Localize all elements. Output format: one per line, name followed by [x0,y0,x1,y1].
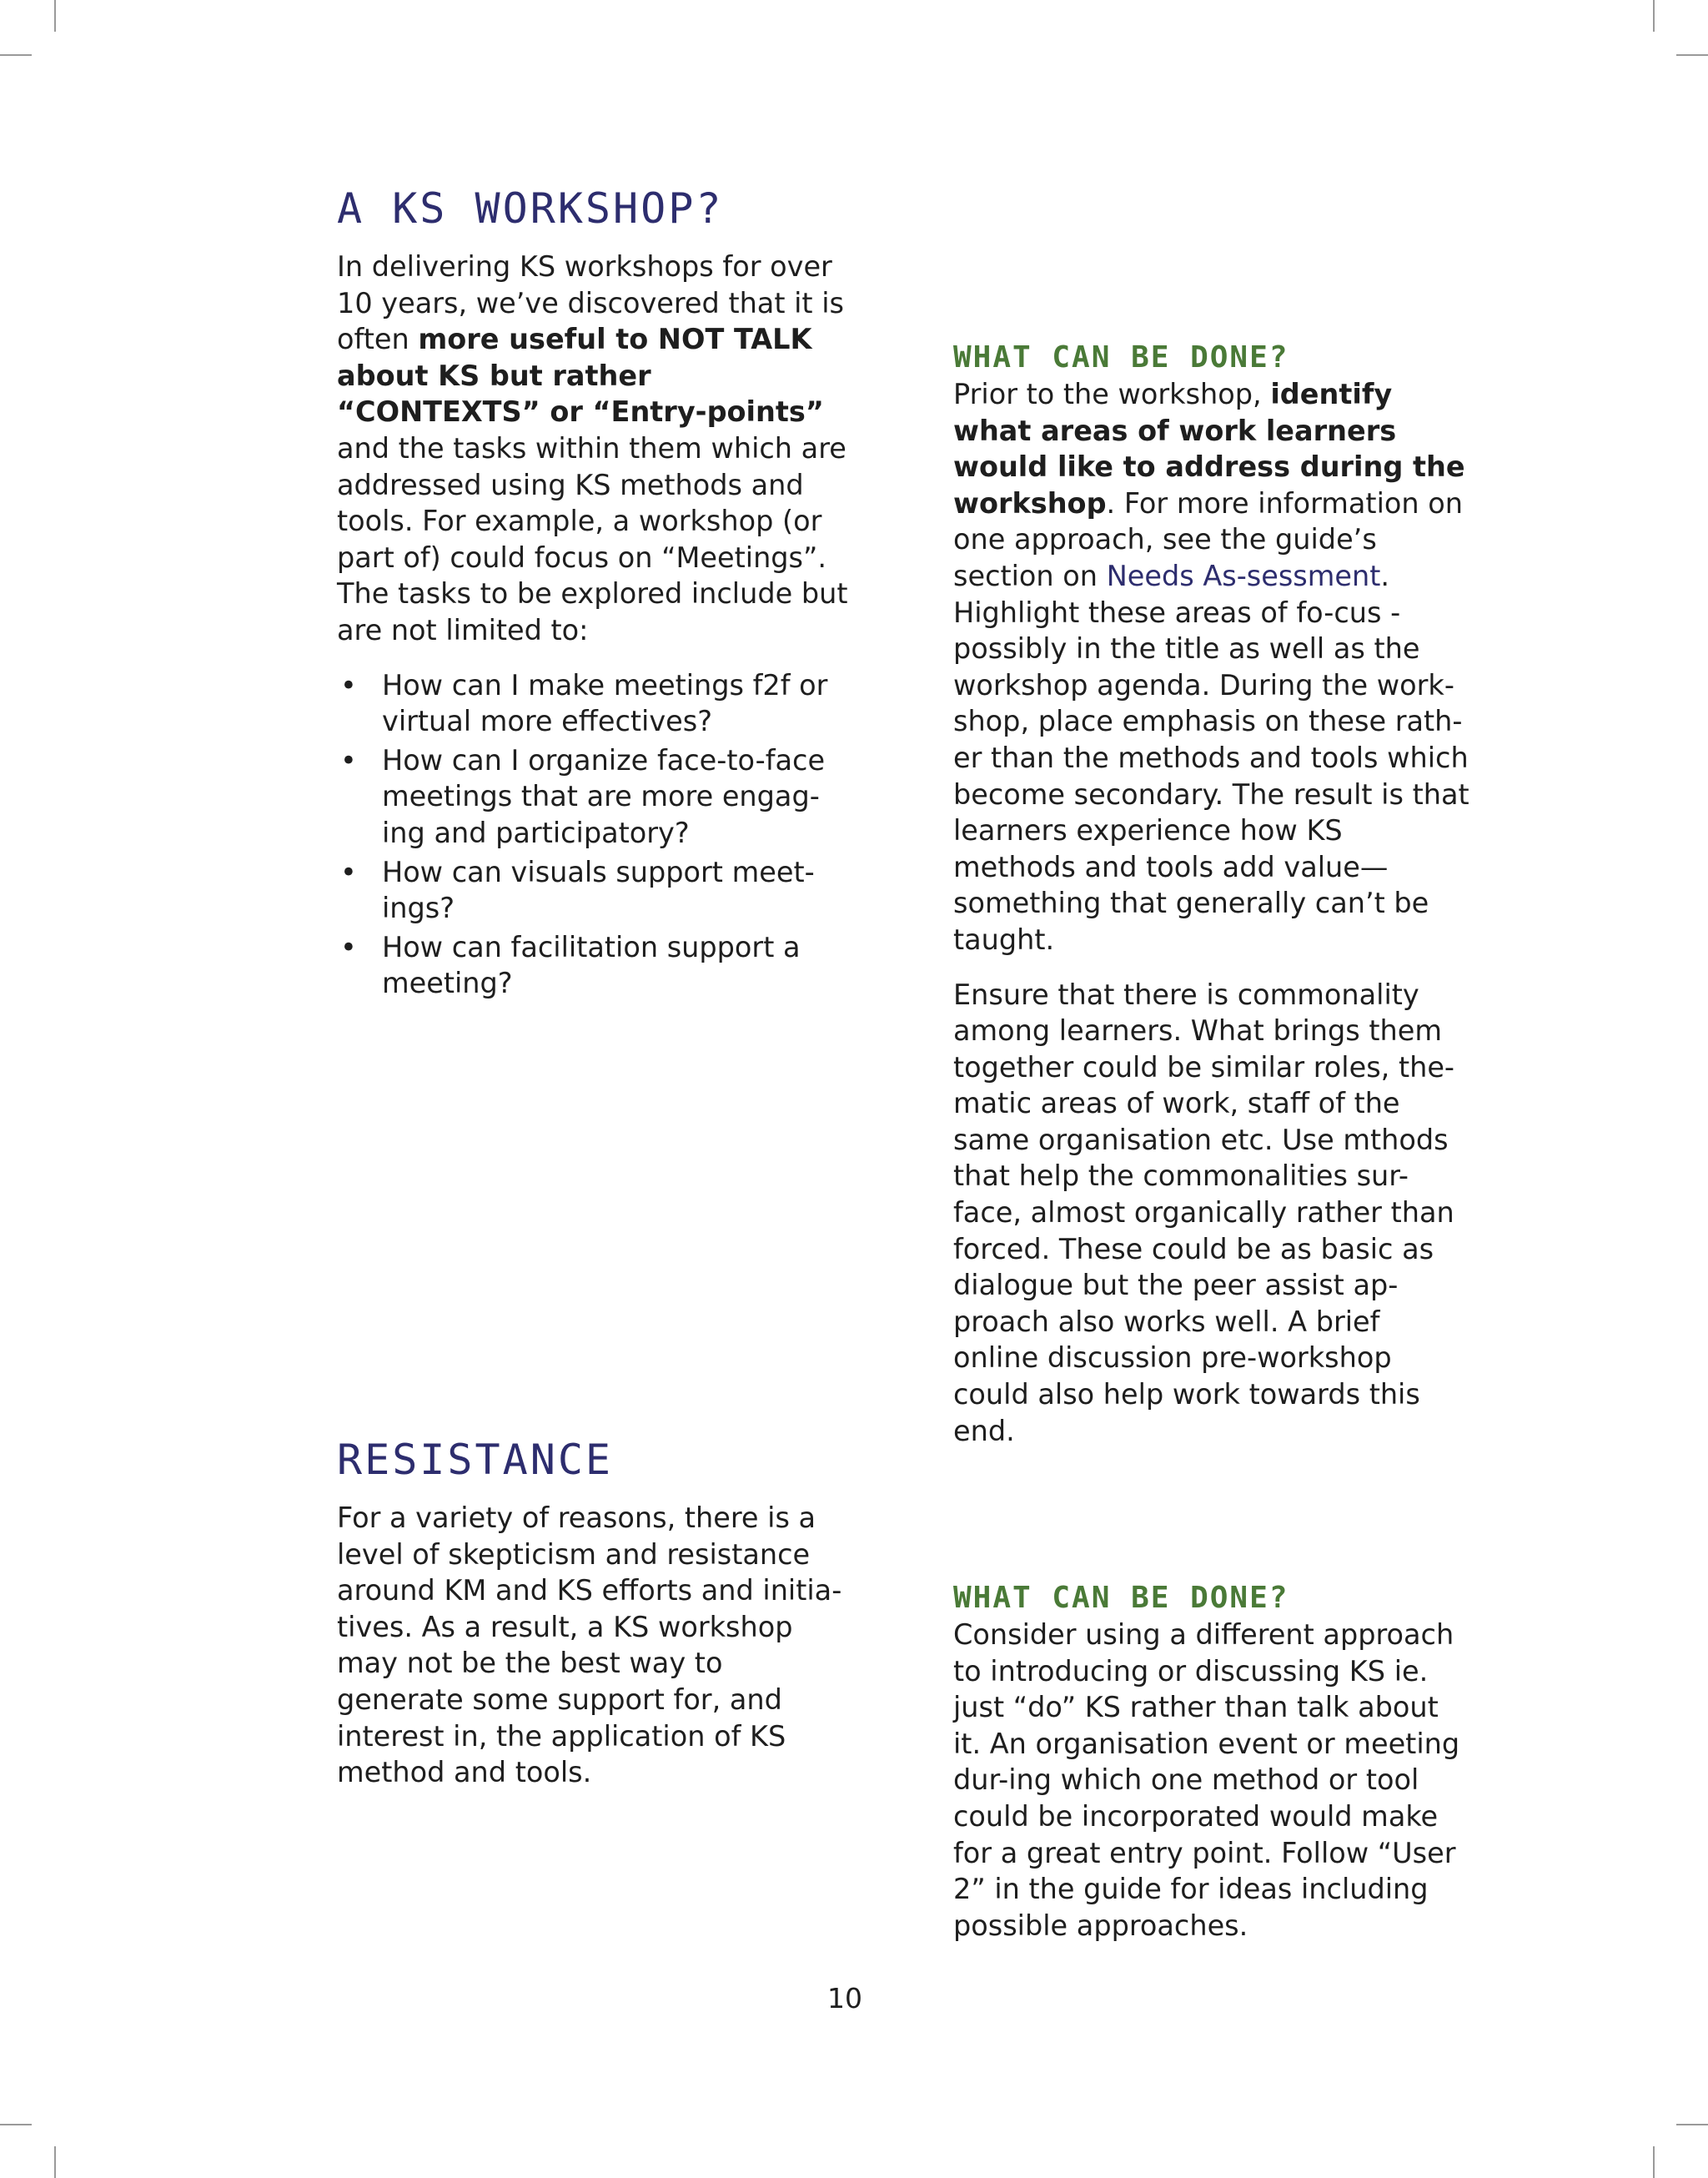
what-can-be-done-paragraph-1 [953,376,1470,958]
resistance-section [337,1435,854,1791]
intro-bold-text: more useful to NOT TALK about KS but rather “CONTEXTS” or “Entry-points” [337,323,824,429]
what-can-be-done-title: WHAT CAN BE DONE? [953,340,1289,375]
what-can-be-done-paragraph-2: Ensure that there is commonality among learners. What brings them together could be similar roles, the-matic areas of work, staff of the same organisation etc. Use mthods that help the commonalities sur-face, almost organically rather than forced. These could be as basic as dialogue but the peer assist ap-proach also works well. A brief online discussion pre-workshop could also help work towards this end. [953,978,1455,1447]
list-item-text: How can I organize face-to-face meetings that are more engag-ing and participatory? [382,743,826,849]
crop-mark [0,54,32,56]
ks-workshop-what-can-be-done [953,340,1470,1449]
list-item [337,667,854,740]
list-item [337,929,854,1002]
resistance-what-can-be-done [953,1580,1470,1944]
section-title-resistance: RESISTANCE [337,1436,614,1484]
ks-workshop-section [337,184,854,1004]
list-item [337,854,854,927]
resistance-paragraph: For a variety of reasons, there is a level of skepticism and resistance around KM and KS efforts and initia-tives. As a result, a KS workshop may not be the best way to generate some support for, and interest in, the application of KS method and tools. [337,1501,842,1789]
crop-mark [0,2124,32,2125]
list-item-text: How can visuals support meet-ings? [382,855,815,925]
crop-mark [1653,2146,1655,2178]
page-number: 10 [827,1982,862,2015]
intro-text-continued: and the tasks within them which are addressed using KS methods and tools. For example, a workshop (or part of) could focus on “Meetings”. The tasks to be explored include but are not limited to: [337,431,848,646]
bullet-glyph: • [340,855,357,888]
list-item [337,742,854,852]
section-title-ks-workshop: A KS WORKSHOP? [337,184,724,233]
needs-assessment-link[interactable]: Needs As-sessment [1106,559,1381,592]
what-can-be-done-title: WHAT CAN BE DONE? [953,1581,1289,1615]
paragraph-text: Prior to the workshop, [953,378,1271,410]
bullet-glyph: • [340,668,357,702]
bullet-glyph: • [340,930,357,963]
resistance-what-can-be-done-paragraph: Consider using a different approach to introducing or discussing KS ie. just “do” KS rather than talk about it. An organisation event or meeting dur-ing which one method or tool could be incorporated would make for a great entry point. Follow “User 2” in the guide for ideas including possible approaches. [953,1618,1460,1942]
intro-text: In delivering KS workshops for over 10 years, we’ve discovered that it is often [337,250,844,356]
crop-mark [1676,54,1708,56]
bullet-glyph: • [340,743,357,777]
paragraph-text: . For more information on one approach, see the guide’s section on [953,486,1463,592]
paragraph-bold-text: identify what areas of work learners would like to address during the workshop [953,378,1465,520]
list-item-text: How can facilitation support a meeting? [382,930,801,1000]
crop-mark [54,2146,56,2178]
crop-mark [1653,0,1655,32]
ks-workshop-intro [337,249,854,649]
paragraph-text: . Highlight these areas of fo-cus - possibly in the title as well as the workshop agenda. During the work-shop, place emphasis on these rath-er than the methods and tools which become secondary. The result is that learners experience how KS methods and tools add value—something that generally can’t be taught. [953,559,1469,956]
crop-mark [54,0,56,32]
list-item-text: How can I make meetings f2f or virtual more effectives? [382,668,828,738]
crop-mark [1676,2124,1708,2125]
meeting-questions-list [337,667,854,1002]
